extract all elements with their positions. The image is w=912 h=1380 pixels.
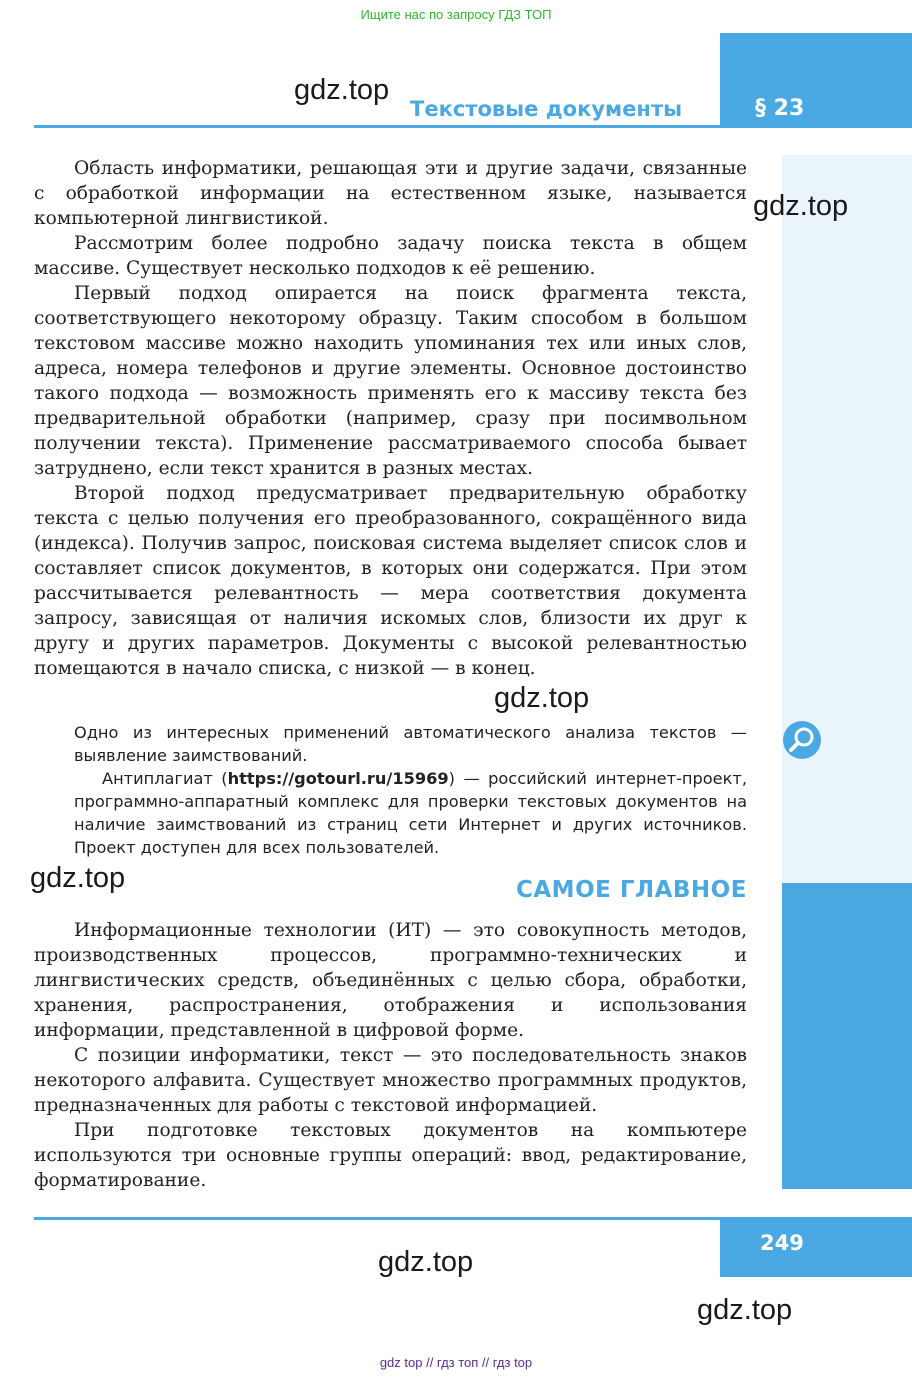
summary-paragraph: При подготовке текстовых документов на компьютере используются три основные группы операций: ввод, редактирование, форматирование. xyxy=(34,1120,747,1191)
watermark: gdz.top xyxy=(494,682,590,714)
body-paragraph: Рассмотрим более подробно задачу поиска текста в общем массиве. Существует несколько подходов к её решению. xyxy=(34,233,747,279)
running-title: Текстовые документы xyxy=(410,97,683,121)
body-paragraph: Первый подход опирается на поиск фрагмента текста, соответствующего некоторому образцу. Таким способом в большом текстовом массиве можно находить упоминания тех или иных слов, адреса, номера телефонов и другие элементы. Основное достоинство такого подхода — возможность применять его к массиву текста без предварительной обработки (например, сразу при посимвольном получении текста). Применение рассматриваемого способа бывает затруднено, если текст хранится в разных местах. xyxy=(34,283,747,479)
header-rule xyxy=(34,125,912,128)
side-panel xyxy=(782,155,912,883)
watermark: gdz.top xyxy=(753,190,849,222)
note-antiplagiat: Антиплагиат (https://gotourl.ru/15969) — российский интернет-проект, программно-аппаратный комплекс для проверки текстовых документов на наличие заимствований из страниц сети Интернет и других источников. Проект доступен для всех пользователей. xyxy=(74,769,747,857)
watermark: gdz.top xyxy=(378,1246,474,1278)
watermark: gdz.top xyxy=(697,1294,793,1326)
magnifier-icon xyxy=(783,721,821,759)
header-band xyxy=(720,33,912,125)
watermark: gdz.top xyxy=(30,862,126,894)
body-paragraph: Второй подход предусматривает предварительную обработку текста с целью получения его преобразованного, сокращённого вида (индекса). Получив запрос, поисковая система выделяет список слов и составляет список документов, в которых они содержатся. При этом рассчитывается релевантность — мера соответствия документа запросу, зависящая от наличия искомых слов, близости их друг к другу и других параметров. Документы с высокой релевантностью помещаются в начало списка, с низкой — в конец. xyxy=(34,483,747,679)
top-note: Ищите нас по запросу ГДЗ ТОП xyxy=(360,7,552,22)
footer-links: gdz top // гдз топ // гдз top xyxy=(379,1355,533,1370)
antiplagiat-link[interactable]: https://gotourl.ru/15969 xyxy=(227,769,449,788)
summary-paragraph: С позиции информатики, текст — это последовательность знаков некоторого алфавита. Существует множество программных продуктов, предназначенных для работы с текстовой информацией. xyxy=(34,1045,747,1116)
section-number: § 23 xyxy=(755,96,805,121)
watermark: gdz.top xyxy=(294,74,390,106)
body-paragraph: Область информатики, решающая эти и другие задачи, связанные с обработкой информации на естественном языке, называется компьютерной лингвистикой. xyxy=(34,158,747,229)
footer-band xyxy=(720,1217,912,1277)
note-text: Одно из интересных применений автоматического анализа текстов — выявление заимствований. xyxy=(74,723,747,765)
page-number: 249 xyxy=(760,1231,804,1255)
summary-title: САМОЕ ГЛАВНОЕ xyxy=(516,877,747,903)
side-panel-summary xyxy=(782,883,912,1189)
summary-paragraph: Информационные технологии (ИТ) — это совокупность методов, производственных процессов, программно-технических и лингвистических средств, объединённых с целью сбора, обработки, хранения, распространения, отображения и использования информации, представленной в цифровой форме. xyxy=(34,920,747,1041)
